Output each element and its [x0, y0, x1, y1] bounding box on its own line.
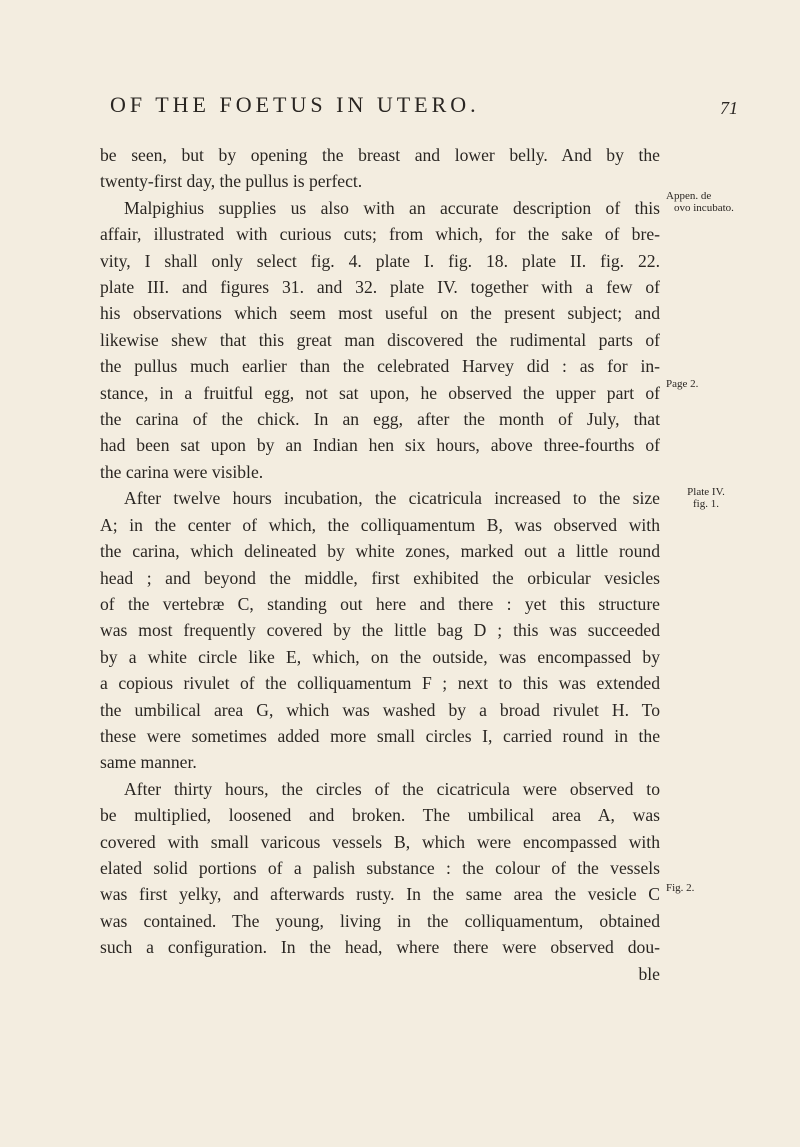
text-line: affair, illustrated with curious cuts; from which, for the sake of bre-: [100, 224, 660, 245]
text-line: the carina, which delineated by white zones, marked out a little round: [100, 541, 660, 562]
text-line: the pullus much earlier than the celebrated Harvey did : as for in-: [100, 356, 660, 377]
text-line: stance, in a fruitful egg, not sat upon, he observed the upper part of: [100, 382, 660, 403]
page-number: 71: [720, 98, 738, 118]
text-line: covered with small varicous vessels B, which were encompassed with: [100, 831, 660, 852]
margin-note-line: fig. 1.: [693, 498, 719, 510]
margin-note-page-ref: Page 2.: [666, 378, 699, 390]
text-line: same manner.: [100, 752, 197, 773]
margin-note-fig-ref: Fig. 2.: [666, 882, 695, 894]
running-title: OF THE FOETUS IN UTERO.: [110, 92, 480, 117]
margin-note-line: Plate IV.: [687, 486, 725, 498]
text-line: vity, I shall only select fig. 4. plate I. fig. 18. plate II. fig. 22.: [100, 250, 660, 271]
body-text: [100, 142, 660, 987]
text-line: the carina were visible.: [100, 461, 264, 482]
text-line: such a configuration. In the head, where there were observed dou-: [100, 937, 660, 958]
margin-note-appendix: [666, 190, 766, 214]
text-line: a copious rivulet of the colliquamentum F ; next to this was extended: [100, 673, 660, 694]
text-line: had been sat upon by an Indian hen six hours, above three-fourths of: [100, 435, 660, 456]
text-line: was first yelky, and afterwards rusty. In the same area the vesicle C: [100, 884, 660, 905]
margin-note-line: ovo incubato.: [674, 202, 734, 214]
margin-note-line: Appen. de: [666, 190, 712, 202]
text-line: head ; and beyond the middle, first exhibited the orbicular vesicles: [100, 567, 660, 588]
text-line: A; in the center of which, the colliquamentum B, was observed with: [100, 514, 660, 535]
text-line: elated solid portions of a palish substance : the colour of the vessels: [100, 857, 660, 878]
text-line: likewise shew that this great man discovered the rudimental parts of: [100, 329, 660, 350]
text-line: twenty-first day, the pullus is perfect.: [100, 171, 363, 192]
text-line: was contained. The young, living in the colliquamentum, obtained: [100, 910, 660, 931]
text-line: Malpighius supplies us also with an accurate description of this: [124, 197, 660, 218]
catchword: ble: [638, 963, 660, 984]
text-line: plate III. and figures 31. and 32. plate IV. together with a few of: [100, 277, 660, 298]
text-line: of the vertebræ C, standing out here and there : yet this structure: [100, 593, 660, 614]
text-line: After twelve hours incubation, the cicatricula increased to the size: [124, 488, 660, 509]
text-line: was most frequently covered by the little bag D ; this was succeeded: [100, 620, 660, 641]
text-line: his observations which seem most useful on the present subject; and: [100, 303, 660, 324]
text-line: be seen, but by opening the breast and lower belly. And by the: [100, 145, 660, 165]
text-line: the umbilical area G, which was washed by a broad rivulet H. To: [100, 699, 660, 720]
text-line: by a white circle like E, which, on the outside, was encompassed by: [100, 646, 660, 667]
text-line: be multiplied, loosened and broken. The umbilical area A, was: [100, 805, 660, 826]
text-line: After thirty hours, the circles of the cicatricula were observed to: [124, 778, 660, 799]
margin-note-plate-ref: [666, 486, 746, 510]
text-line: the carina of the chick. In an egg, after the month of July, that: [100, 409, 660, 430]
text-line: these were sometimes added more small circles I, carried round in the: [100, 725, 660, 746]
